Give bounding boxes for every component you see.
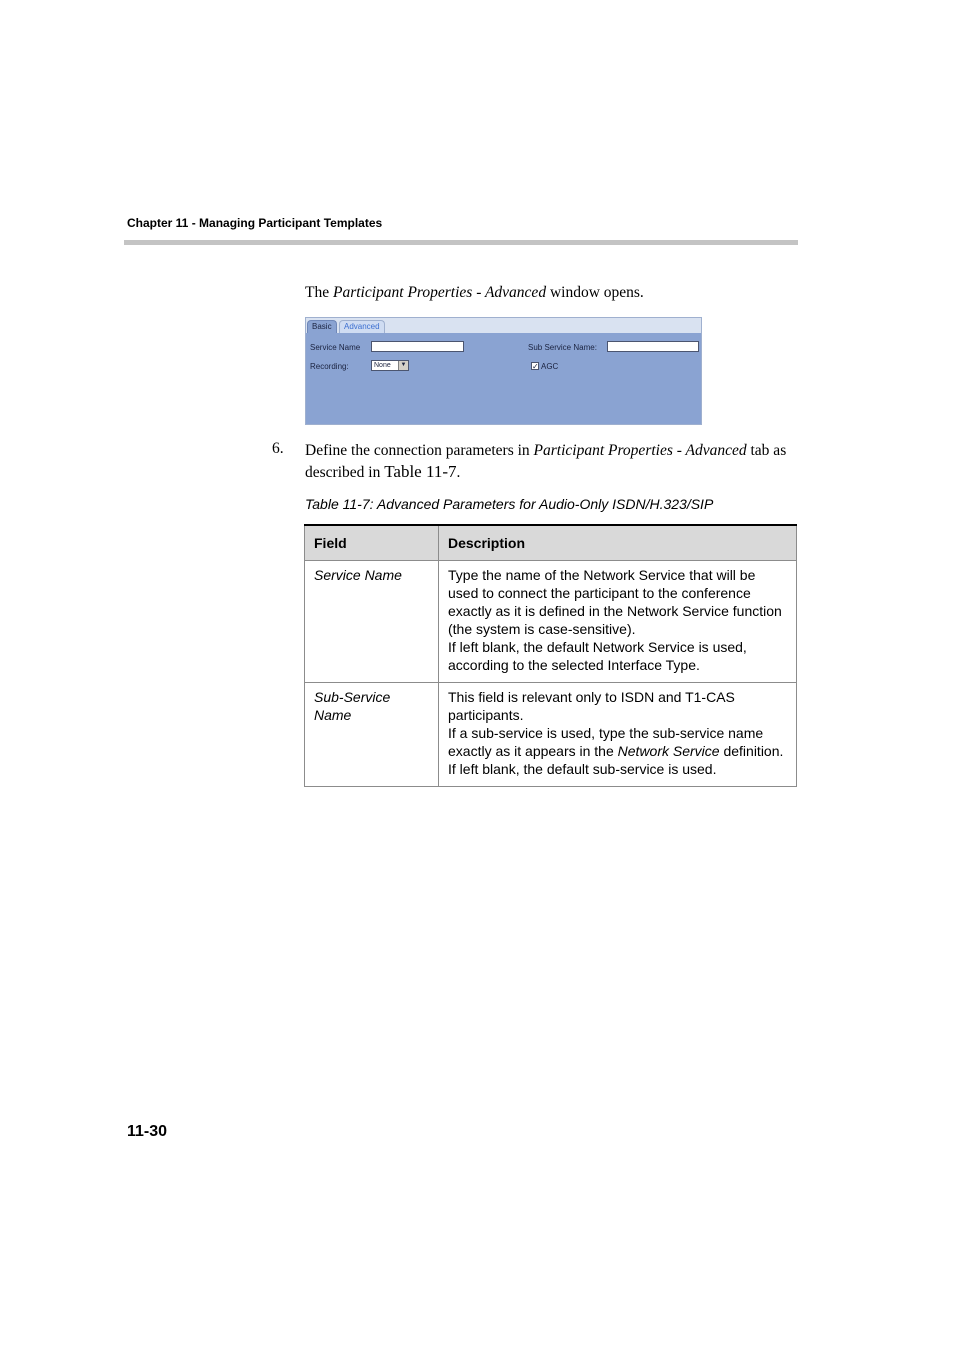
description-text: If left blank, the default Network Service is used, according to the selected Interface Type.: [448, 639, 747, 673]
step-text-end: .: [456, 464, 461, 481]
agc-label: AGC: [541, 362, 559, 371]
parameters-table: [304, 524, 797, 787]
recording-select-value: None: [374, 362, 391, 369]
field-cell: Sub-Service Name: [305, 683, 439, 787]
description-text: If a sub-service is used, type the sub-service name exactly as it appears in the: [448, 725, 764, 759]
step-number: 6.: [272, 440, 284, 457]
agc-checkbox[interactable]: ✓: [532, 362, 539, 371]
table-header-row: [305, 525, 797, 561]
description-text: If left blank, the default sub-service is used.: [448, 761, 717, 777]
step-text: [305, 440, 795, 483]
description-text: Type the name of the Network Service that will be used to connect the participant to the conference exactly as it is defined in the Network Service function (the system is case-sensitive).: [448, 567, 782, 637]
table-caption: Table 11-7: Advanced Parameters for Audio-Only ISDN/H.323/SIP: [305, 496, 714, 512]
recording-label: Recording:: [310, 362, 349, 371]
service-name-input[interactable]: [371, 341, 464, 352]
description-text: definition.: [719, 743, 784, 759]
page-number: 11-30: [127, 1123, 168, 1140]
column-header-description: Description: [439, 525, 797, 561]
table-row: [305, 683, 797, 787]
chapter-header: Chapter 11 - Managing Participant Templates: [127, 216, 383, 230]
description-cell: [439, 561, 797, 683]
header-rule: [124, 240, 798, 245]
intro-prefix: The: [305, 284, 333, 301]
sub-service-name-input[interactable]: [607, 341, 699, 352]
intro-paragraph: [305, 284, 644, 302]
description-emphasis: Network Service: [617, 743, 720, 759]
chevron-down-icon: ▼: [398, 361, 408, 370]
table-reference-link[interactable]: Table 11-7: [384, 462, 457, 481]
description-text: This field is relevant only to ISDN and T1-CAS participants.: [448, 689, 735, 723]
participant-properties-screenshot: [305, 317, 702, 425]
column-header-field: Field: [305, 525, 439, 561]
step-emphasis: Participant Properties - Advanced: [533, 442, 747, 459]
tab-strip: [306, 318, 701, 334]
service-name-label: Service Name: [310, 343, 361, 352]
intro-window-name: Participant Properties - Advanced: [332, 284, 547, 301]
recording-select[interactable]: [371, 360, 409, 371]
tab-basic[interactable]: Basic: [307, 320, 337, 333]
intro-suffix: window opens.: [546, 284, 644, 301]
step-text-middle: tab as described in: [305, 442, 787, 481]
field-cell: Service Name: [305, 561, 439, 683]
description-cell: [439, 683, 797, 787]
sub-service-name-label: Sub Service Name:: [528, 343, 597, 352]
table-row: [305, 561, 797, 683]
description-text-group: [448, 724, 787, 760]
tab-advanced[interactable]: Advanced: [339, 320, 385, 333]
step-text-before: Define the connection parameters in: [305, 442, 534, 459]
